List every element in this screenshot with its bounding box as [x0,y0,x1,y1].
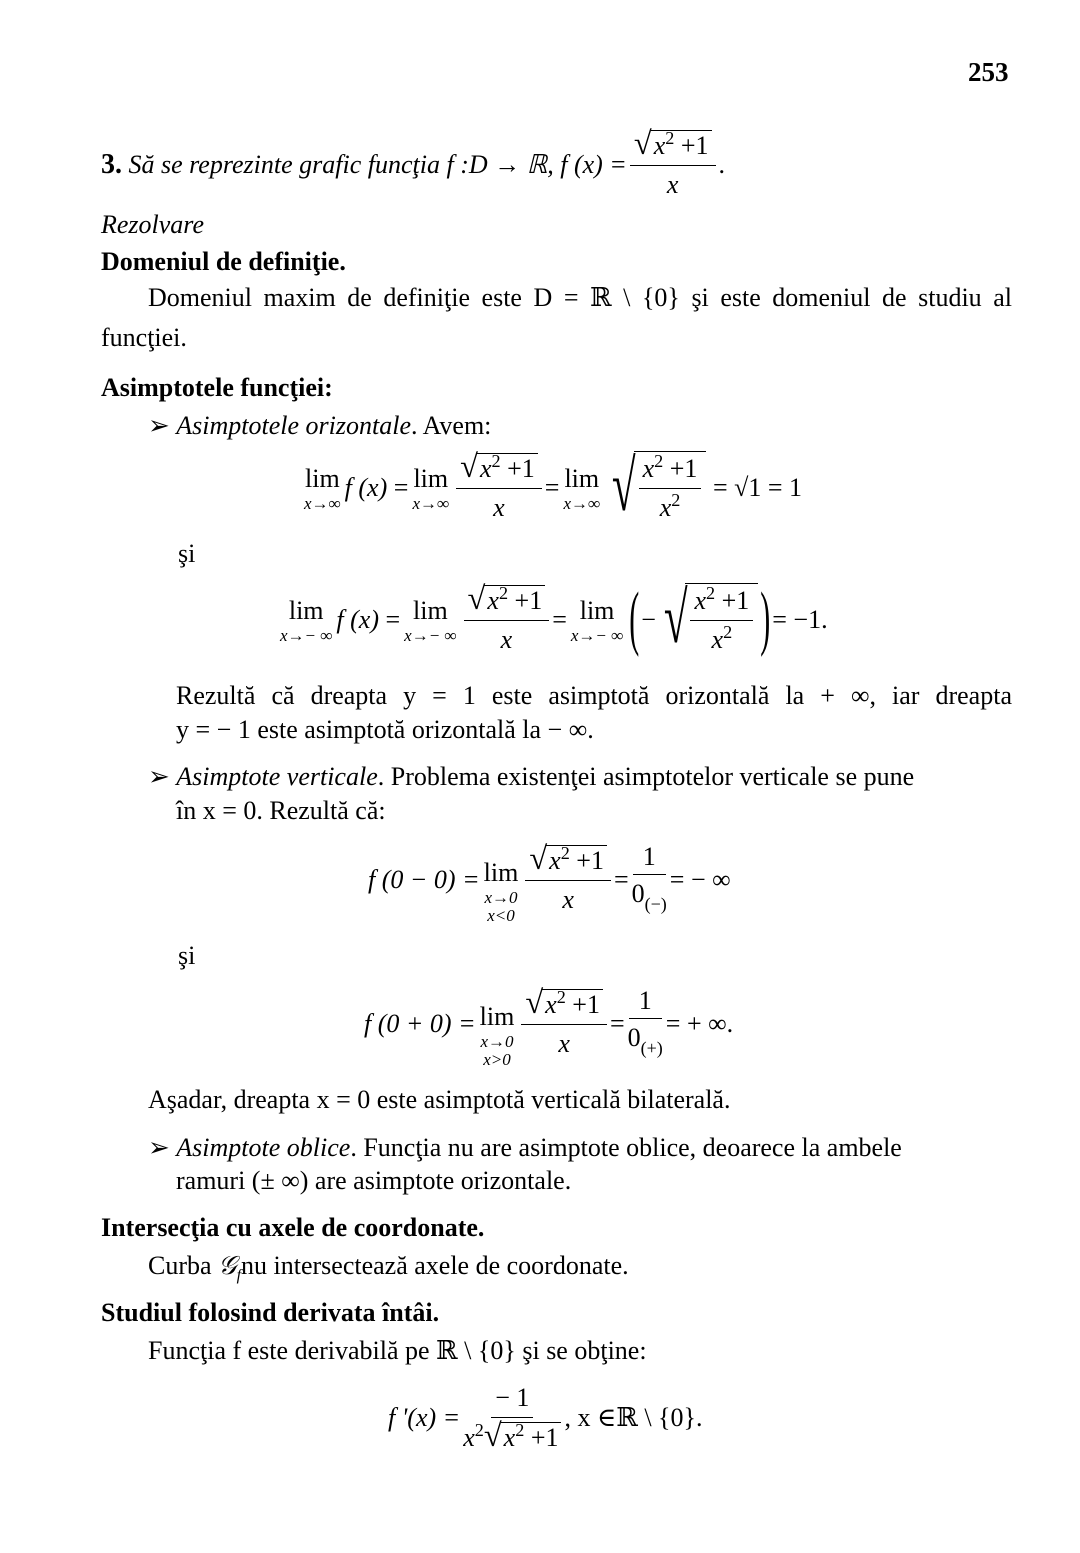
sqrt-sign: √ [460,449,478,485]
var: x [503,1422,516,1452]
section-title-asymptotes: Asimptotele funcţiei: [101,373,333,402]
const: +1 [680,130,709,160]
zero: 0 [627,1022,641,1052]
sqrt-sign: √ [525,985,544,1021]
result: = −1. [772,605,828,634]
lim-sub: x→− ∞ [404,626,457,645]
lim-sub: x→− ∞ [570,626,624,645]
derivative-text: Funcţia f este derivabilă pe ℝ \ {0} şi se obţine: [148,1336,647,1365]
bullet-horizontal [148,410,491,442]
var: x [479,453,492,483]
lim-sub: x→− ∞ [280,626,333,645]
bullet-icon: ➢ [148,411,170,440]
lhs: f '(x) = [388,1403,461,1432]
var: x [487,585,499,615]
var: x [642,454,655,483]
bullet-title: Asimptote verticale [176,762,378,791]
page-number: 253 [968,57,1009,87]
domain-text-2: funcţiei. [101,323,187,352]
var: x [549,845,561,875]
lim: lim [413,464,449,493]
formula-limit-plus-inf [300,446,803,526]
period: . [718,150,725,179]
paren: ) [760,579,771,659]
exp: 2 [491,450,501,471]
sqrt-sign: √ [633,126,652,162]
section-title-intersection: Intersecţia cu axele de coordonate. [101,1213,485,1242]
lim-sub: x<0 [487,906,515,925]
bullet-text: . Problema existenţei asimptotelor verticale se pune [377,762,915,791]
sign: (−) [644,893,667,914]
const: +1 [572,989,600,1019]
si-2: şi [178,941,196,970]
problem-number: 3. [101,149,122,180]
problem-statement [101,128,725,202]
graph-subscript: f [236,1267,242,1285]
function-definition: f :D → ℝ, [446,150,554,179]
fx: f (x) [336,605,379,634]
result-text-1: Rezultă că dreapta y = 1 este asimptotă orizontală la + ∞, iar dreapta [176,681,1012,710]
exp: 2 [474,1420,484,1440]
lim-sub: x→0 [484,888,518,907]
formula-derivative [388,1381,703,1455]
exp: 2 [665,127,675,148]
var: x [463,1423,475,1452]
formula-limit-minus-inf [276,578,828,659]
sqrt-sign: √ [612,446,636,526]
fx: f (x) [344,473,388,502]
const: +1 [669,454,698,483]
eq: = [385,605,401,634]
oblique-text-2: ramuri (± ∞) are asimptote orizontale. [176,1166,572,1195]
sqrt-sign: √ [663,578,688,658]
exp: 2 [498,582,509,603]
lim: lim [564,464,600,493]
exp: 2 [723,622,733,642]
den: x [558,1029,570,1058]
lim: lim [288,596,324,625]
lim-sub: x→0 [480,1032,514,1051]
result-text-2: y = − 1 este asimptotă orizontală la − ∞. [176,715,594,744]
lim: lim [579,596,615,625]
bullet-vertical [148,761,998,793]
den: x [500,625,513,654]
si-1: şi [178,539,196,568]
formula-right-limit [364,979,733,1069]
problem-text: Să se reprezinte grafic funcţia [128,150,440,179]
intersection-text [148,1250,629,1292]
eq: = [393,473,409,502]
bullet-title: Asimptotele orizontale [176,411,411,440]
lim-sub: x→∞ [304,494,341,513]
paren: ( [629,579,640,659]
bullet-icon: ➢ [148,1133,170,1162]
num: 1 [629,984,662,1019]
bullet-text: . Funcţia nu are asimptote oblice, deoarece la ambele [350,1133,902,1162]
lim-sub: x→∞ [563,494,601,513]
lim: lim [413,596,448,625]
text: Curba [148,1251,212,1280]
zero: 0 [631,878,645,908]
sqrt-sign: √ [483,1418,502,1454]
eq: = [613,865,629,894]
lim: lim [479,1002,515,1031]
formula-left-limit [368,835,731,925]
exp: 2 [556,986,566,1007]
result: = − ∞ [669,865,731,894]
eq: = [712,473,728,502]
result: √1 = 1 [734,473,803,502]
exp: 2 [671,490,681,510]
domain: , x ∈ℝ \ {0}. [564,1403,703,1432]
const: +1 [721,586,750,615]
sign: (+) [640,1037,663,1058]
den: x [562,885,574,914]
var: x [694,586,706,615]
denominator: x [666,170,679,199]
eq: = [544,473,560,502]
section-title-domain: Domeniul de definiţie. [101,247,346,276]
sqrt-sign: √ [467,581,486,617]
bullet-title: Asimptote oblice [176,1133,351,1162]
const: +1 [530,1422,559,1452]
lim: lim [305,464,340,493]
const: +1 [514,585,543,615]
var: x [653,130,666,160]
lhs: f (0 − 0) = [368,865,480,894]
var: x [711,625,724,654]
rezolvare-label: Rezolvare [101,210,204,239]
vertical-text-2: în x = 0. Rezultă că: [176,796,386,825]
lim: lim [483,858,519,887]
exp: 2 [560,842,570,863]
var: x [545,989,557,1019]
const: +1 [507,453,535,483]
const: +1 [576,845,604,875]
function-lhs: f (x) = [560,150,627,179]
lhs: f (0 + 0) = [364,1009,476,1038]
minus: − [641,605,656,634]
bullet-text: . Avem: [411,411,492,440]
section-title-derivative: Studiul folosind derivata întâi. [101,1298,440,1327]
result: = + ∞. [665,1009,734,1038]
text: nu intersectează axele de coordonate. [241,1251,629,1280]
eq: = [552,605,567,634]
eq: = [609,1009,625,1038]
asadar-text: Aşadar, dreapta x = 0 este asimptotă verticală bilaterală. [148,1085,731,1114]
var: x [659,493,672,522]
bullet-icon: ➢ [148,762,170,791]
exp: 2 [706,583,716,603]
lim-sub: x>0 [483,1050,511,1069]
function-fraction [630,128,716,202]
num: 1 [633,840,666,875]
bullet-oblique [148,1132,998,1164]
exp: 2 [654,451,664,471]
exp: 2 [515,1419,525,1440]
sqrt-sign: √ [529,841,548,877]
domain-text-1: Domeniul maxim de definiţie este D = ℝ \ {0} şi este domeniul de studiu al [148,283,1012,312]
den: x [493,493,505,522]
num: − 1 [491,1381,533,1418]
graph-symbol: 𝒢 [218,1251,237,1280]
lim-sub: x→∞ [412,494,450,513]
